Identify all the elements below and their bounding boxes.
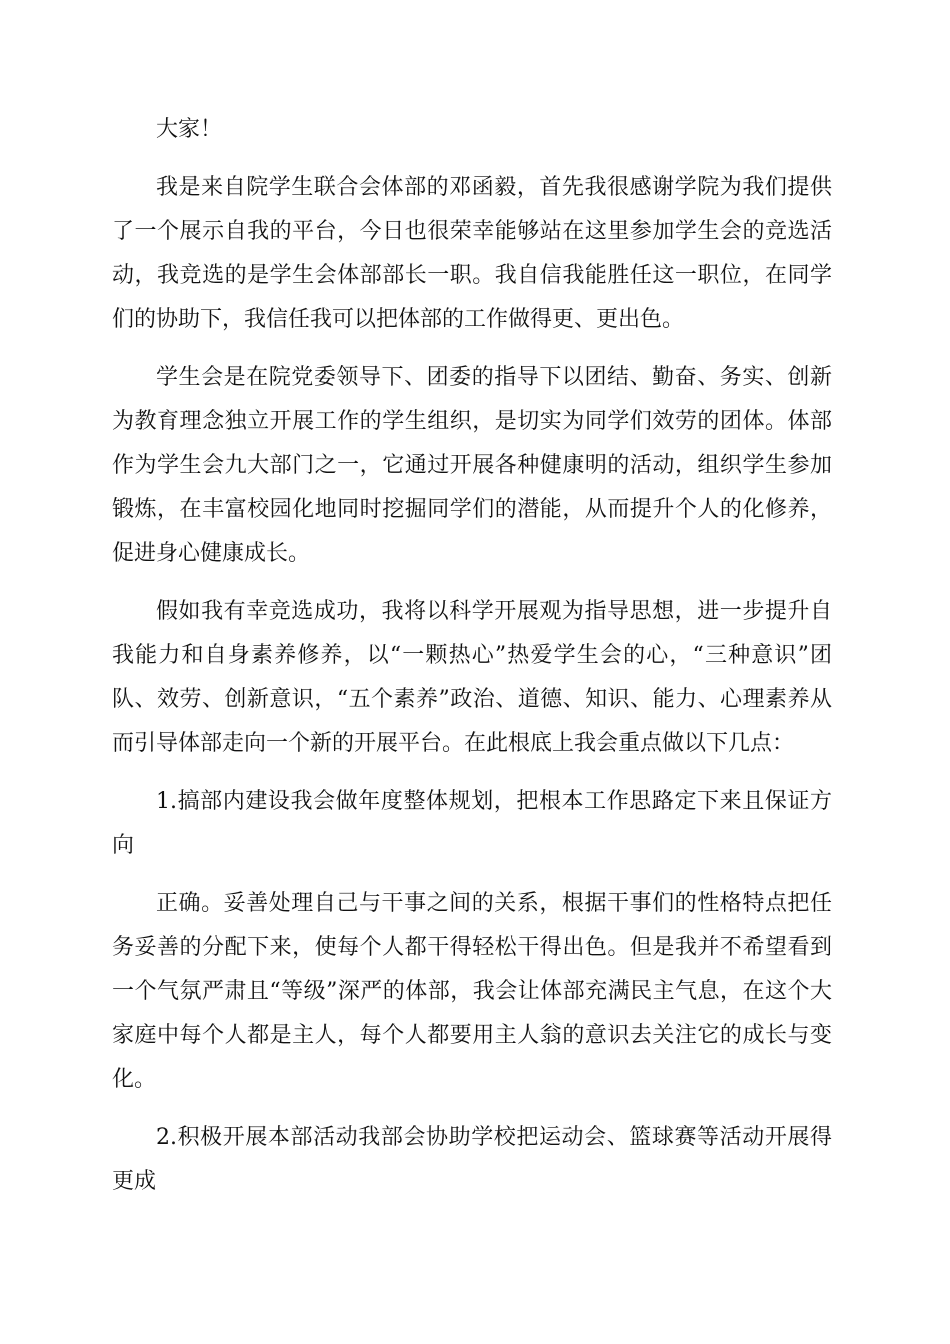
paragraph-introduction: 我是来自院学生联合会体部的邓函毅，首先我很感谢学院为我们提供了一个展示自我的平台，今日也很荣幸能够站在这里参加学生会的竞选活动，我竞选的是学生会体部部长一职。我自信我能胜任这一职位，在同学们的协助下，我信任我可以把体部的工作做得更、更出色。 [112, 175, 832, 332]
document-body [112, 108, 832, 1218]
paragraph-plan: 假如我有幸竞选成功，我将以科学开展观为指导思想，进一步提升自我能力和自身素养修养，以“一颗热心”热爱学生会的心，“三种意识”团队、效劳、创新意识，“五个素养”政治、道德、知识、能力、心理素养从而引导体部走向一个新的开展平台。在此根底上我会重点做以下几点： [112, 599, 832, 756]
paragraph-point-1-detail: 正确。妥善处理自己与干事之间的关系，根据干事们的性格特点把任务妥善的分配下来，使每个人都干得轻松干得出色。但是我并不希望看到一个气氛严肃且“等级”深严的体部，我会让体部充满民主气息，在这个大家庭中每个人都是主人，每个人都要用主人翁的意识去关注它的成长与变化。 [112, 891, 832, 1092]
paragraph-point-1: 1.搞部内建设我会做年度整体规划，把根本工作思路定下来且保证方向 [112, 789, 832, 858]
paragraph-point-2: 2.积极开展本部活动我部会协助学校把运动会、篮球赛等活动开展得更成 [112, 1125, 832, 1194]
paragraph-greeting: 大家！ [156, 117, 223, 142]
paragraph-student-union: 学生会是在院党委领导下、团委的指导下以团结、勤奋、务实、创新为教育理念独立开展工作的学生组织，是切实为同学们效劳的团体。体部作为学生会九大部门之一，它通过开展各种健康明的活动，组织学生参加锻炼，在丰富校园化地同时挖掘同学们的潜能，从而提升个人的化修养，促进身心健康成长。 [112, 365, 832, 566]
